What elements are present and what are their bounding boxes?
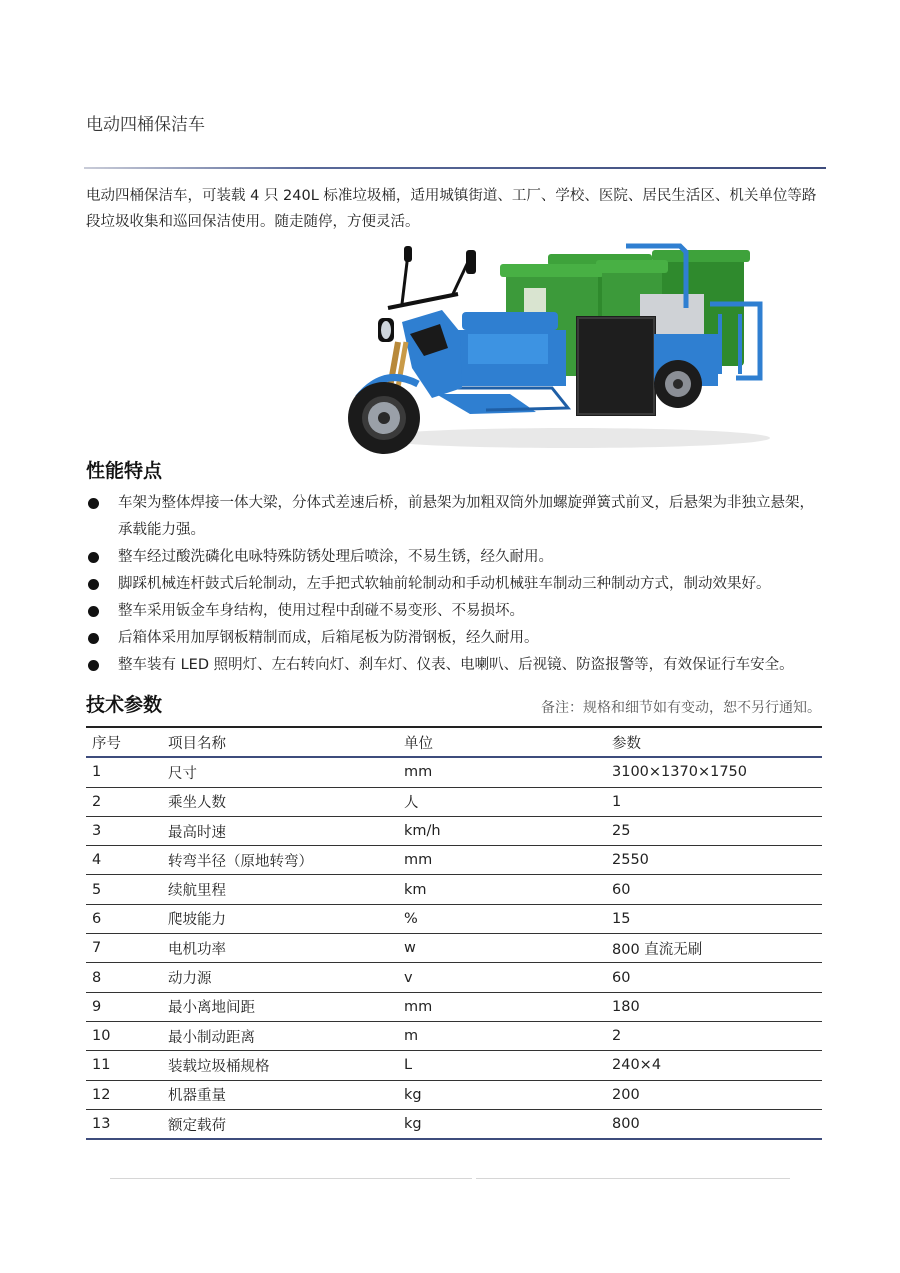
cell-item: 乘坐人数	[168, 787, 404, 816]
table-row	[86, 816, 822, 845]
header-unit: 单位	[404, 727, 612, 757]
cell-unit: 人	[404, 787, 612, 816]
feature-list	[86, 490, 828, 679]
cell-unit: v	[404, 963, 612, 992]
header-item: 项目名称	[168, 727, 404, 757]
cell-item: 动力源	[168, 963, 404, 992]
cell-value: 200	[612, 1080, 822, 1109]
cell-unit: %	[404, 904, 612, 933]
cell-value: 15	[612, 904, 822, 933]
cell-item: 最小制动距离	[168, 1021, 404, 1050]
feature-item	[86, 490, 828, 544]
feature-item	[86, 571, 828, 598]
cell-item: 机器重量	[168, 1080, 404, 1109]
feature-text: 整车装有 LED 照明灯、左右转向灯、刹车灯、仪表、电喇叭、后视镜、防盗报警等，有效保证行车安全。	[118, 657, 794, 673]
cell-value: 180	[612, 992, 822, 1021]
bullet-dot	[88, 660, 99, 671]
cell-no: 13	[86, 1109, 168, 1139]
product-photo	[340, 238, 780, 460]
spec-table-body	[86, 757, 822, 1139]
spec-heading: 技术参数	[86, 694, 163, 716]
cell-item: 最小离地间距	[168, 992, 404, 1021]
cell-item: 续航里程	[168, 875, 404, 904]
cell-value: 240×4	[612, 1051, 822, 1080]
table-row	[86, 934, 822, 963]
cell-value: 2550	[612, 846, 822, 875]
table-row	[86, 1080, 822, 1109]
feature-text: 整车经过酸洗磷化电咏特殊防锈处理后喷涂，不易生锈，经久耐用。	[118, 549, 553, 565]
feature-item	[86, 625, 828, 652]
table-row	[86, 992, 822, 1021]
table-header-row	[86, 727, 822, 757]
bullet-dot	[88, 579, 99, 590]
cell-no: 7	[86, 934, 168, 963]
cell-value: 1	[612, 787, 822, 816]
bullet-dot	[88, 633, 99, 644]
feature-item	[86, 544, 828, 571]
cell-value: 25	[612, 816, 822, 845]
table-row	[86, 846, 822, 875]
spec-remark: 备注：规格和细节如有变动，恕不另行通知。	[541, 700, 821, 716]
cell-item: 转弯半径（原地转弯）	[168, 846, 404, 875]
cell-no: 2	[86, 787, 168, 816]
feature-text: 脚踩机械连杆鼓式后轮制动，左手把式软轴前轮制动和手动机械驻车制动三种制动方式，制动效果好。	[118, 576, 771, 592]
cell-no: 10	[86, 1021, 168, 1050]
cell-unit: mm	[404, 757, 612, 787]
cell-unit: mm	[404, 992, 612, 1021]
cell-no: 11	[86, 1051, 168, 1080]
cell-item: 最高时速	[168, 816, 404, 845]
cell-item: 电机功率	[168, 934, 404, 963]
cell-item: 爬坡能力	[168, 904, 404, 933]
header-value: 参数	[612, 727, 822, 757]
table-row	[86, 963, 822, 992]
cell-no: 8	[86, 963, 168, 992]
cell-unit: m	[404, 1021, 612, 1050]
cell-no: 1	[86, 757, 168, 787]
cell-no: 3	[86, 816, 168, 845]
cell-unit: kg	[404, 1109, 612, 1139]
bullet-dot	[88, 606, 99, 617]
document-title: 电动四桶保洁车	[86, 115, 205, 135]
table-row	[86, 757, 822, 787]
cell-item: 额定载荷	[168, 1109, 404, 1139]
footer-divider-right	[476, 1178, 790, 1179]
cell-unit: kg	[404, 1080, 612, 1109]
cell-unit: L	[404, 1051, 612, 1080]
cell-value: 60	[612, 875, 822, 904]
footer-divider-left	[110, 1178, 472, 1179]
feature-text: 车架为整体焊接一体大梁，分体式差速后桥，前悬架为加粗双筒外加螺旋弹簧式前叉，后悬架为非独立悬架，承载能力强。	[118, 495, 814, 538]
cell-no: 12	[86, 1080, 168, 1109]
features-heading: 性能特点	[86, 460, 163, 482]
cell-no: 4	[86, 846, 168, 875]
cell-unit: w	[404, 934, 612, 963]
cell-no: 6	[86, 904, 168, 933]
cell-no: 9	[86, 992, 168, 1021]
cell-item: 尺寸	[168, 757, 404, 787]
intro-paragraph: 电动四桶保洁车，可装载 4 只 240L 标准垃圾桶，适用城镇街道、工厂、学校、医院、居民生活区、机关单位等路段垃圾收集和巡回保洁使用。随走随停，方便灵活。	[86, 188, 817, 230]
cell-value: 60	[612, 963, 822, 992]
cell-item: 装载垃圾桶规格	[168, 1051, 404, 1080]
cell-value: 800 直流无刷	[612, 934, 822, 963]
feature-item	[86, 598, 828, 625]
table-row	[86, 1051, 822, 1080]
table-row	[86, 1109, 822, 1139]
table-row	[86, 787, 822, 816]
table-row	[86, 875, 822, 904]
cell-value: 2	[612, 1021, 822, 1050]
bullet-dot	[88, 552, 99, 563]
cell-unit: km	[404, 875, 612, 904]
cell-unit: mm	[404, 846, 612, 875]
title-divider	[84, 167, 826, 169]
cell-value: 800	[612, 1109, 822, 1139]
table-row	[86, 1021, 822, 1050]
spec-table	[86, 726, 822, 1140]
cell-unit: km/h	[404, 816, 612, 845]
feature-text: 整车采用钣金车身结构，使用过程中刮碰不易变形、不易损坏。	[118, 603, 524, 619]
bullet-dot	[88, 498, 99, 509]
cell-no: 5	[86, 875, 168, 904]
feature-text: 后箱体采用加厚钢板精制而成，后箱尾板为防滑钢板，经久耐用。	[118, 630, 539, 646]
feature-item	[86, 652, 828, 679]
table-row	[86, 904, 822, 933]
cell-value: 3100×1370×1750	[612, 757, 822, 787]
header-no: 序号	[86, 727, 168, 757]
